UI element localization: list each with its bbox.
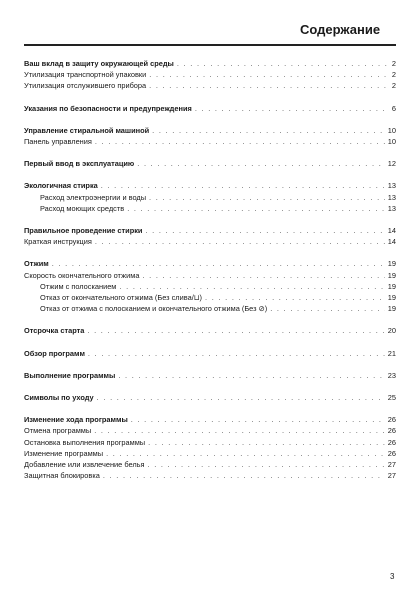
toc-entry[interactable] <box>24 392 396 403</box>
dot-leader <box>195 103 389 114</box>
section-gap <box>24 147 396 158</box>
dot-leader <box>152 125 385 136</box>
table-of-contents <box>24 58 396 481</box>
toc-entry-title: Отмена программы <box>24 426 92 436</box>
toc-entry[interactable] <box>24 292 396 303</box>
toc-entry-title: Отказ от окончательного отжима (Без слива/⊔) <box>40 293 202 303</box>
toc-entry-page: 26 <box>387 426 396 436</box>
toc-entry-page: 13 <box>387 203 396 213</box>
dot-leader <box>148 437 385 448</box>
toc-entry-page: 13 <box>387 181 396 191</box>
toc-entry[interactable] <box>24 470 396 481</box>
dot-leader <box>119 281 384 292</box>
toc-entry-title: Утилизация отслужившего прибора <box>24 81 147 91</box>
toc-entry[interactable] <box>24 58 396 69</box>
toc-entry-title: Выполнение программы <box>24 370 116 380</box>
toc-entry-page: 20 <box>387 326 396 336</box>
toc-entry[interactable] <box>24 281 396 292</box>
toc-entry-title: Отказ от отжима с полосканием и окончательного отжима (Без ⊘) <box>40 304 268 314</box>
toc-entry-title: Правильное проведение стирки <box>24 226 143 236</box>
toc-entry-page: 26 <box>387 415 396 425</box>
toc-entry[interactable] <box>24 348 396 359</box>
toc-entry-title: Остановка выполнения программы <box>24 437 146 447</box>
toc-entry-title: Отсрочка старта <box>24 326 85 336</box>
toc-entry-title: Скорость окончательного отжима <box>24 270 140 280</box>
dot-leader <box>52 258 385 269</box>
toc-entry-page: 19 <box>387 304 396 314</box>
toc-entry[interactable] <box>24 80 396 91</box>
dot-leader <box>149 192 385 203</box>
toc-entry[interactable] <box>24 136 396 147</box>
section-gap <box>24 314 396 325</box>
dot-leader <box>127 203 385 214</box>
toc-entry-page: 26 <box>387 448 396 458</box>
toc-entry-title: Расход моющих средств <box>40 203 125 213</box>
section-gap <box>24 381 396 392</box>
dot-leader <box>145 225 384 236</box>
toc-entry[interactable] <box>24 459 396 470</box>
toc-entry-title: Защитная блокировка <box>24 471 100 481</box>
toc-entry-page: 2 <box>391 81 396 91</box>
toc-entry-title: Добавление или извлечение белья <box>24 460 145 470</box>
toc-entry[interactable] <box>24 437 396 448</box>
page-number: 3 <box>390 572 395 581</box>
toc-entry-page: 19 <box>387 281 396 291</box>
toc-entry-title: Указания по безопасности и предупреждения <box>24 103 192 113</box>
toc-entry[interactable] <box>24 103 396 114</box>
section-gap <box>24 247 396 258</box>
section-gap <box>24 403 396 414</box>
dot-leader <box>103 470 385 481</box>
dot-leader <box>148 459 385 470</box>
toc-entry-page: 6 <box>391 103 396 113</box>
section-gap <box>24 359 396 370</box>
toc-entry-page: 27 <box>387 471 396 481</box>
toc-entry-title: Панель управления <box>24 137 92 147</box>
toc-entry[interactable] <box>24 203 396 214</box>
toc-entry[interactable] <box>24 180 396 191</box>
toc-entry[interactable] <box>24 158 396 169</box>
toc-entry-page: 27 <box>387 460 396 470</box>
dot-leader <box>87 325 384 336</box>
toc-entry-page: 2 <box>391 70 396 80</box>
dot-leader <box>118 370 384 381</box>
dot-leader <box>270 303 385 314</box>
toc-entry-page: 14 <box>387 226 396 236</box>
dot-leader <box>137 158 385 169</box>
toc-entry[interactable] <box>24 236 396 247</box>
dot-leader <box>177 58 389 69</box>
toc-entry-page: 12 <box>387 159 396 169</box>
toc-entry[interactable] <box>24 258 396 269</box>
section-gap <box>24 114 396 125</box>
toc-entry-title: Утилизация транспортной упаковки <box>24 70 147 80</box>
toc-entry-title: Управление стиральной машиной <box>24 125 150 135</box>
toc-entry-page: 10 <box>387 125 396 135</box>
toc-entry-page: 10 <box>387 137 396 147</box>
toc-entry-page: 2 <box>391 59 396 68</box>
toc-entry-page: 14 <box>387 237 396 247</box>
dot-leader <box>149 80 389 91</box>
dot-leader <box>131 414 385 425</box>
toc-entry-title: Отжим с полосканием <box>40 281 117 291</box>
toc-entry-page: 23 <box>387 370 396 380</box>
toc-entry-title: Расход электроэнергии и воды <box>40 192 147 202</box>
section-gap <box>24 169 396 180</box>
toc-entry[interactable] <box>24 125 396 136</box>
section-gap <box>24 214 396 225</box>
section-gap <box>24 337 396 348</box>
toc-entry-title: Отжим <box>24 259 49 269</box>
toc-entry[interactable] <box>24 414 396 425</box>
toc-entry-page: 19 <box>387 270 396 280</box>
dot-leader <box>106 448 385 459</box>
dot-leader <box>88 348 385 359</box>
toc-entry-page: 26 <box>387 437 396 447</box>
dot-leader <box>95 136 385 147</box>
toc-entry-page: 19 <box>387 293 396 303</box>
dot-leader <box>205 292 385 303</box>
toc-entry-page: 19 <box>387 259 396 269</box>
dot-leader <box>95 236 385 247</box>
toc-entry[interactable] <box>24 448 396 459</box>
toc-entry-title: Краткая инструкция <box>24 237 92 247</box>
page-title: Содержание <box>300 22 381 37</box>
dot-leader <box>94 425 385 436</box>
toc-entry[interactable] <box>24 270 396 281</box>
toc-entry-title: Изменение программы <box>24 448 104 458</box>
toc-entry-title: Первый ввод в эксплуатацию <box>24 159 135 169</box>
toc-entry-page: 13 <box>387 192 396 202</box>
toc-entry[interactable] <box>24 370 396 381</box>
toc-entry-title: Экологичная стирка <box>24 181 98 191</box>
toc-entry-title: Ваш вклад в защиту окружающей среды <box>24 59 174 68</box>
toc-entry[interactable] <box>24 303 396 314</box>
toc-entry-page: 25 <box>387 393 396 403</box>
toc-entry[interactable] <box>24 425 396 436</box>
toc-entry[interactable] <box>24 69 396 80</box>
toc-entry[interactable] <box>24 325 396 336</box>
dot-leader <box>142 270 384 281</box>
dot-leader <box>97 392 385 403</box>
toc-entry[interactable] <box>24 225 396 236</box>
toc-entry-title: Символы по уходу <box>24 393 94 403</box>
toc-entry-page: 21 <box>387 348 396 358</box>
dot-leader <box>149 69 389 80</box>
toc-entry[interactable] <box>24 192 396 203</box>
dot-leader <box>101 180 385 191</box>
section-gap <box>24 92 396 103</box>
toc-entry-title: Изменение хода программы <box>24 415 128 425</box>
toc-entry-title: Обзор программ <box>24 348 85 358</box>
header-rule <box>24 44 396 46</box>
